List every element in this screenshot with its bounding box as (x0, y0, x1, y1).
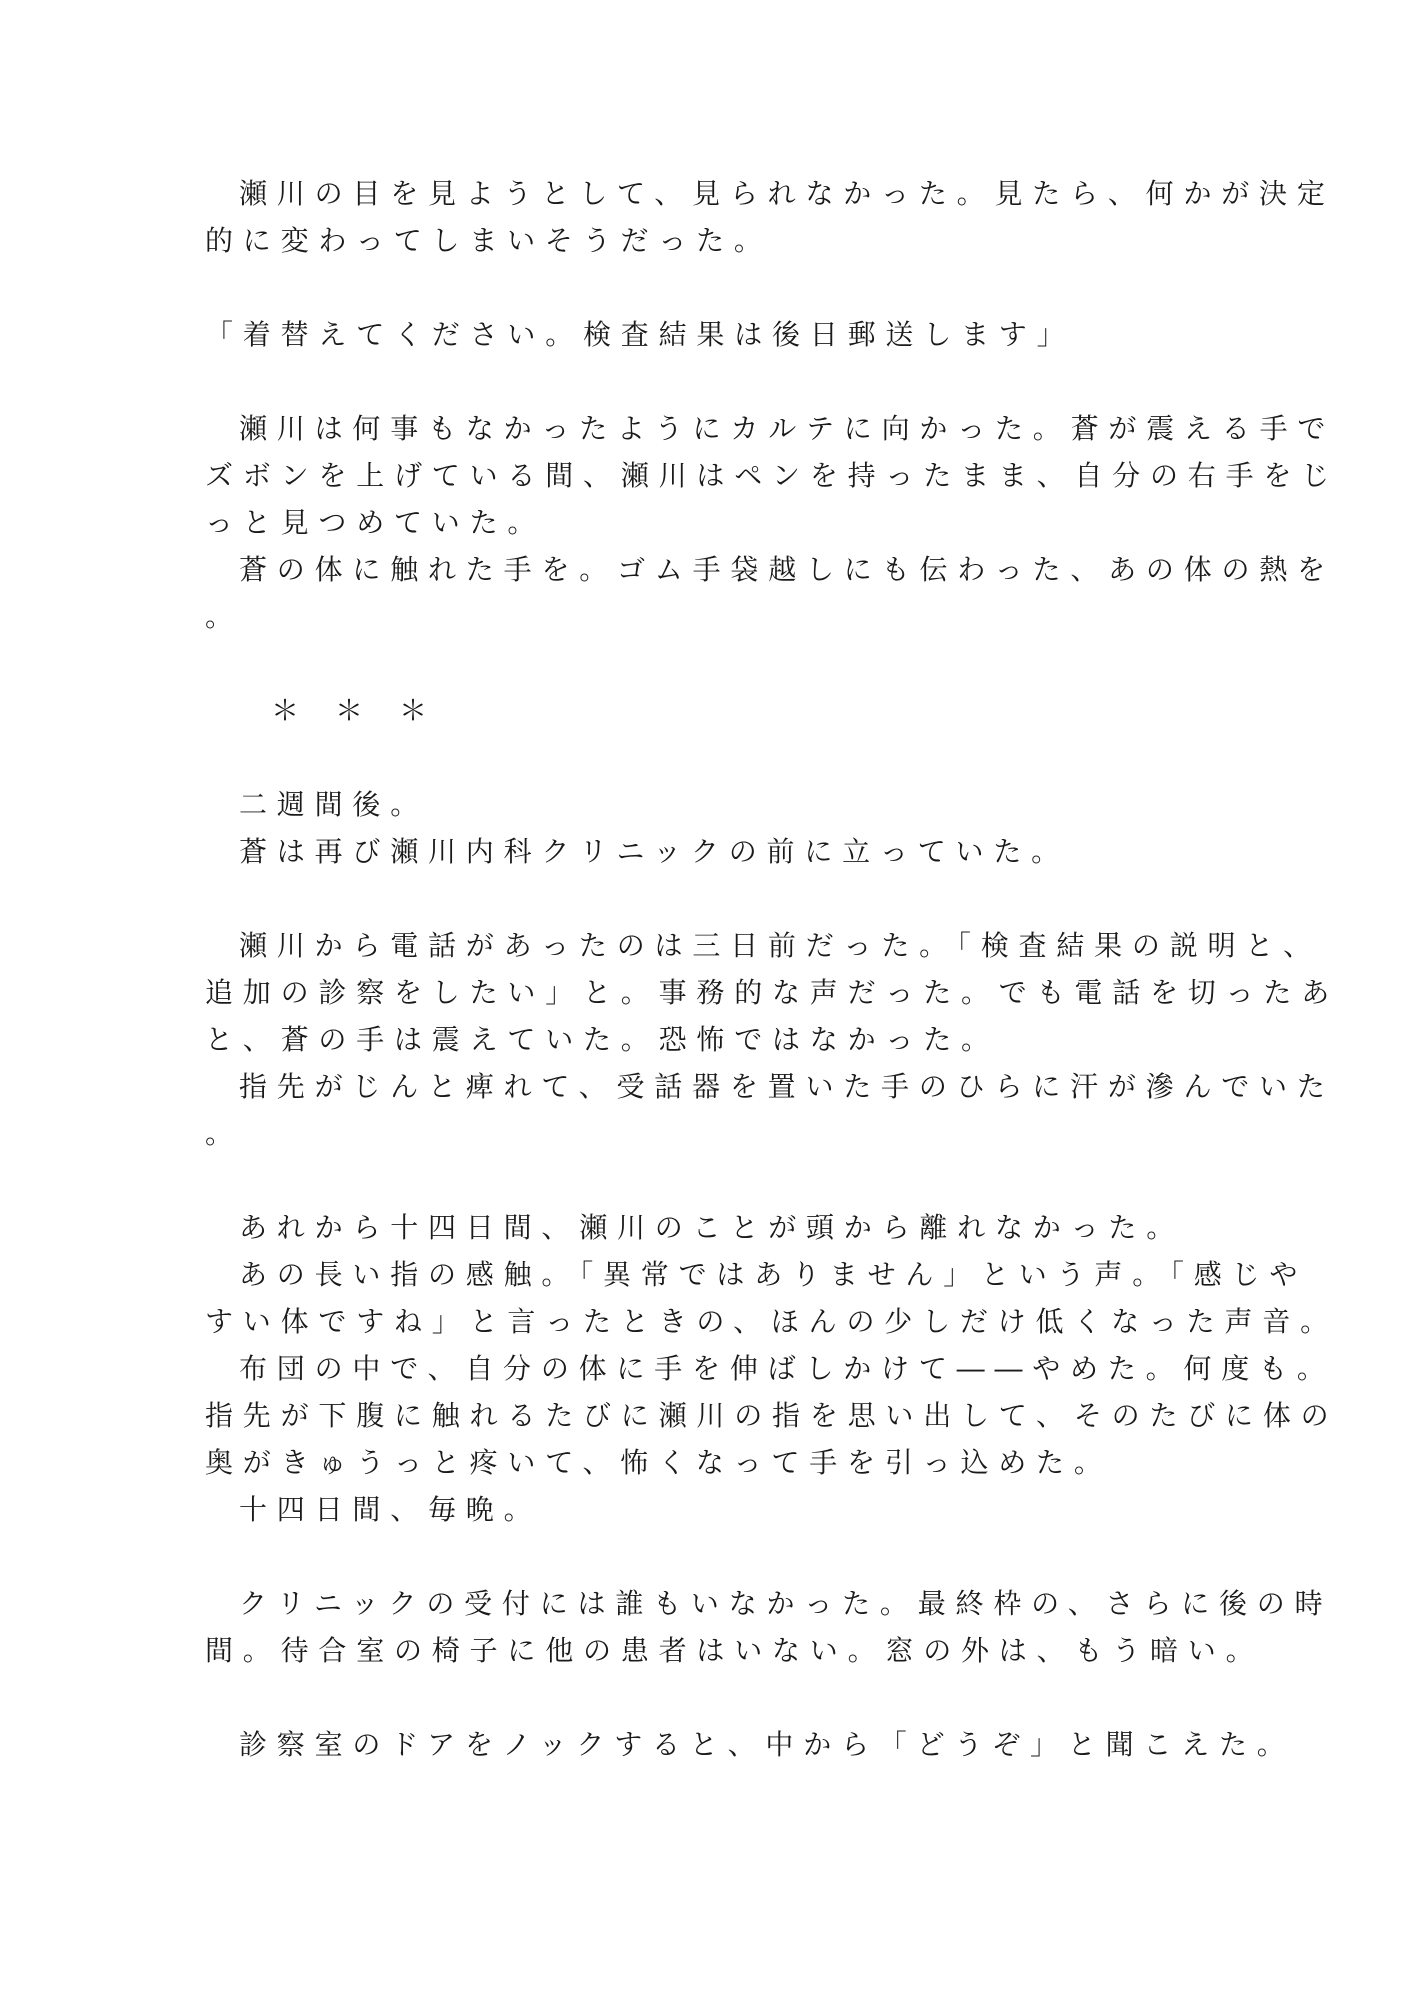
paragraph-gap (205, 358, 1165, 405)
paragraph-gap (205, 1157, 1165, 1204)
text-line: 奥がきゅうっと疼いて、怖くなって手を引っ込めた。 (205, 1446, 1112, 1479)
body-text (205, 170, 1340, 1768)
text-line: 瀬川から電話があったのは三日前だった。「検査結果の説明と、 (239, 929, 1321, 962)
text-line: ズボンを上げている間、瀬川はペンを持ったまま、自分の右手をじ (205, 459, 1340, 492)
scene-separator: ＊＊＊ (271, 694, 464, 727)
text-line: と、蒼の手は震えていた。恐怖ではなかった。 (205, 1023, 999, 1056)
paragraph-gap (205, 1533, 1165, 1580)
text-line: 間。待合室の椅子に他の患者はいない。窓の外は、もう暗い。 (205, 1634, 1264, 1667)
text-line: 蒼は再び瀬川内科クリニックの前に立っていた。 (239, 835, 1069, 868)
text-line: 指先がじんと痺れて、受話器を置いた手のひらに汗が滲んでいた (239, 1070, 1335, 1103)
text-line: 的に変わってしまいそうだった。 (205, 224, 772, 257)
text-line: あれから十四日間、瀬川のことが頭から離れなかった。 (239, 1211, 1185, 1244)
text-line: 追加の診察をしたい」と。事務的な声だった。でも電話を切ったあ (205, 976, 1340, 1009)
paragraph-gap (205, 734, 1165, 781)
text-line: 十四日間、毎晩。 (239, 1493, 542, 1526)
text-line: 診察室のドアをノックすると、中から「どうぞ」と聞こえた。 (239, 1728, 1295, 1761)
paragraph-gap (205, 264, 1165, 311)
paragraph-gap (205, 640, 1165, 687)
text-line: 二週間後。 (239, 788, 429, 821)
text-line: 瀬川の目を見ようとして、見られなかった。見たら、何かが決定 (239, 177, 1335, 210)
text-line: っと見つめていた。 (205, 506, 546, 539)
text-line: 指先が下腹に触れるたびに瀬川の指を思い出して、そのたびに体の (205, 1399, 1339, 1432)
text-line: 。 (205, 600, 243, 633)
text-line: 。 (205, 1117, 243, 1150)
text-line: あの長い指の感触。「異常ではありません」という声。「感じや (239, 1258, 1308, 1291)
paragraph-gap (205, 875, 1165, 922)
text-line: 布団の中で、自分の体に手を伸ばしかけて――やめた。何度も。 (239, 1352, 1335, 1385)
paragraph-gap (205, 1674, 1165, 1721)
text-line: 蒼の体に触れた手を。ゴム手袋越しにも伝わった、あの体の熱を (239, 553, 1335, 586)
dialogue-line: 「着替えてください。検査結果は後日郵送します」 (205, 318, 1075, 351)
text-line: 瀬川は何事もなかったようにカルテに向かった。蒼が震える手で (239, 412, 1336, 445)
text-line: クリニックの受付には誰もいなかった。最終枠の、さらに後の時 (239, 1587, 1333, 1620)
text-line: すい体ですね」と言ったときの、ほんの少しだけ低くなった声音。 (205, 1305, 1338, 1338)
